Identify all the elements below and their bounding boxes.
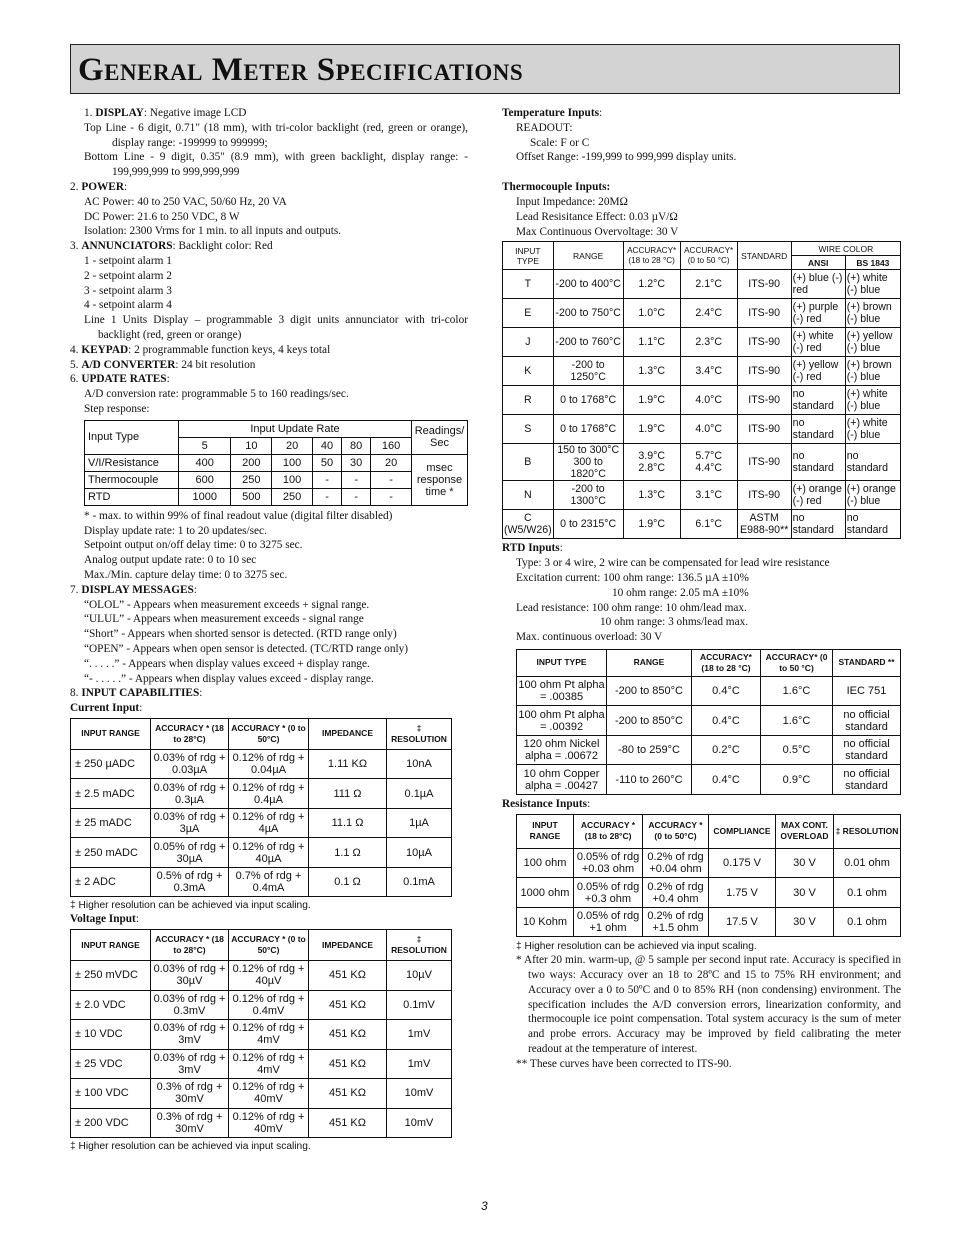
table-cell: (+) blue (-) red: [791, 270, 845, 299]
table-cell: 30 V: [776, 848, 834, 878]
table-cell: B: [503, 444, 554, 481]
table-cell: -: [342, 488, 371, 505]
table-cell: ASTM E988-90**: [737, 510, 791, 539]
table-cell: -: [312, 471, 341, 488]
table-cell: no standard: [791, 444, 845, 481]
table-cell: 1.3°C: [623, 481, 680, 510]
table-cell: 0.4°C: [692, 706, 761, 736]
accuracy-note: * After 20 min. warm-up, @ 5 sample per second input rate. Accuracy is specified in two ways: Accuracy over an 18 to 28ºC and 15 to 75% RH environment; and Accuracy over a 0 to 50ºC and 0 to 85% RH (non condensing) environment. The specification includes the A/D conversion errors, linearization conformity, and thermocouple ice point compensation. Total system accuracy is the sum of meter and probe errors. Accuracy may be improved by field calibrating the meter readout at the temperature of interest.: [516, 954, 901, 1056]
table-header: ACCURACY* (18 to 28 °C): [692, 649, 761, 676]
spec-text: Offset Range: -199,999 to 999,999 display units.: [516, 151, 737, 164]
table-cell: 451 KΩ: [309, 990, 387, 1020]
table-cell: 0.2% of rdg +0.4 ohm: [643, 878, 709, 908]
table-cell: 0.05% of rdg + 30µA: [151, 838, 229, 868]
spec-text: “Short” - Appears when shorted sensor is detected. (RTD range only): [84, 628, 397, 641]
table-header: INPUT TYPE: [503, 242, 554, 270]
table-header: ACCURACY * (0 to 50°C): [643, 814, 709, 848]
table-cell: 250: [231, 471, 272, 488]
table-cell: K: [503, 357, 554, 386]
table-cell: 0.1µA: [387, 779, 452, 809]
table-cell: ± 250 mADC: [71, 838, 151, 868]
table-header: ‡ RESOLUTION: [387, 718, 452, 749]
table-cell: no standard: [791, 415, 845, 444]
table-cell: 4.0°C: [680, 386, 737, 415]
voltage-input-table: [70, 929, 452, 1138]
table-cell: N: [503, 481, 554, 510]
table-header: ACCURACY * (0 to 50°C): [229, 930, 309, 961]
table-cell: -200 to 1300°C: [553, 481, 623, 510]
table-cell: J: [503, 328, 554, 357]
table-cell: -80 to 259°C: [607, 735, 692, 765]
table-cell: no standard: [845, 444, 900, 481]
table-cell: (+) purple (-) red: [791, 299, 845, 328]
spec-text: Display update rate: 1 to 20 updates/sec.: [84, 524, 267, 537]
table-cell: 0.1 ohm: [834, 907, 901, 937]
table-cell: 0.4°C: [692, 765, 761, 795]
spec-adc: 5. A/D CONVERTER: 24 bit resolution: [70, 358, 256, 371]
table-cell: 0 to 1768°C: [553, 415, 623, 444]
table-cell: S: [503, 415, 554, 444]
table-header: IMPEDANCE: [309, 930, 387, 961]
table-cell: 0.12% of rdg + 40mV: [229, 1108, 309, 1138]
resistance-table: [516, 814, 901, 938]
table-cell: 0.3% of rdg + 30mV: [151, 1108, 229, 1138]
table-cell: 2.4°C: [680, 299, 737, 328]
table-header: WIRE COLOR: [791, 242, 900, 256]
table-cell: 0.05% of rdg +0.03 ohm: [574, 848, 643, 878]
thermocouple-table: [502, 241, 901, 539]
spec-power: 2. POWER:: [70, 180, 128, 193]
table-cell: 50: [312, 454, 341, 471]
spec-text: “- . . . . .” - Appears when display values exceed - display range.: [84, 672, 374, 685]
table-header: 40: [312, 437, 341, 454]
spec-text: AC Power: 40 to 250 VAC, 50/60 Hz, 20 VA: [84, 195, 287, 208]
table-cell: -: [342, 471, 371, 488]
spec-text: 2 - setpoint alarm 2: [84, 269, 172, 282]
spec-text: 4 - setpoint alarm 4: [84, 299, 172, 312]
table-cell: 1.9°C: [623, 415, 680, 444]
table-header: ACCURACY * (18 to 28°C): [574, 814, 643, 848]
table-cell: 400: [179, 454, 231, 471]
temperature-inputs-label: Temperature Inputs:: [502, 107, 603, 119]
spec-text: A/D conversion rate: programmable 5 to 160 readings/sec.: [84, 388, 349, 401]
table-cell: T: [503, 270, 554, 299]
table-cell: 0.03% of rdg + 0.3mV: [151, 990, 229, 1020]
table-cell: 250: [272, 488, 313, 505]
footnote: ‡ Higher resolution can be achieved via input scaling.: [70, 900, 311, 912]
update-rate-table: [84, 420, 468, 506]
table-cell: IEC 751: [833, 676, 901, 706]
table-header: RANGE: [553, 242, 623, 270]
table-cell: 0.175 V: [709, 848, 776, 878]
table-cell: 0.12% of rdg + 40µA: [229, 838, 309, 868]
table-cell: 0.3% of rdg + 30mV: [151, 1079, 229, 1109]
spec-text: 10 ohm range: 3 ohms/lead max.: [600, 616, 749, 629]
table-cell: ± 100 VDC: [71, 1079, 151, 1109]
table-cell: 1000: [179, 488, 231, 505]
table-cell: 1.75 V: [709, 878, 776, 908]
spec-text: 3 - setpoint alarm 3: [84, 284, 172, 297]
current-input-label: Current Input:: [70, 702, 143, 715]
table-cell: 0.5% of rdg + 0.3mA: [151, 867, 229, 897]
table-cell: msec response time *: [412, 454, 468, 505]
table-cell: 3.4°C: [680, 357, 737, 386]
table-cell: -200 to 1250°C: [553, 357, 623, 386]
table-cell: 150 to 300°C 300 to 1820°C: [553, 444, 623, 481]
spec-text: “ULUL” - Appears when measurement exceeds - signal range: [84, 613, 364, 626]
table-cell: 0.1 Ω: [309, 867, 387, 897]
table-cell: 1.11 KΩ: [309, 749, 387, 779]
table-cell: (+) yellow (-) red: [791, 357, 845, 386]
table-header: RANGE: [607, 649, 692, 676]
table-header: INPUT TYPE: [517, 649, 607, 676]
table-cell: 10nA: [387, 749, 452, 779]
table-cell: 0.12% of rdg + 0.04µA: [229, 749, 309, 779]
table-cell: 2.3°C: [680, 328, 737, 357]
table-cell: ITS-90: [737, 328, 791, 357]
footnote: ‡ Higher resolution can be achieved via input scaling.: [70, 1141, 311, 1153]
table-header: Readings/ Sec: [412, 420, 468, 454]
spec-text: Step response:: [84, 402, 150, 415]
table-cell: Thermocouple: [85, 471, 179, 488]
table-cell: 6.1°C: [680, 510, 737, 539]
table-cell: 111 Ω: [309, 779, 387, 809]
table-cell: 1.6°C: [761, 676, 833, 706]
spec-text: Input Impedance: 20MΩ: [516, 195, 628, 208]
table-header: Input Type: [85, 420, 179, 454]
table-cell: 2.1°C: [680, 270, 737, 299]
table-cell: 120 ohm Nickel alpha = .00672: [517, 735, 607, 765]
table-cell: 0.7% of rdg + 0.4mA: [229, 867, 309, 897]
table-cell: 30 V: [776, 878, 834, 908]
spec-text: Lead Resisitance Effect: 0.03 µV/Ω: [516, 210, 678, 223]
spec-text: Analog output update rate: 0 to 10 sec: [84, 554, 257, 567]
table-cell: 0.12% of rdg + 0.4mV: [229, 990, 309, 1020]
table-cell: (+) brown (-) blue: [845, 357, 900, 386]
table-cell: 100 ohm Pt alpha = .00392: [517, 706, 607, 736]
footnote: ‡ Higher resolution can be achieved via input scaling.: [516, 941, 757, 953]
table-cell: E: [503, 299, 554, 328]
table-header: BS 1843: [845, 256, 900, 270]
rtd-inputs-label: RTD Inputs:: [502, 542, 563, 555]
table-cell: 5.7°C 4.4°C: [680, 444, 737, 481]
table-cell: ITS-90: [737, 357, 791, 386]
right-column: [502, 106, 901, 1072]
table-cell: 0.1mV: [387, 990, 452, 1020]
table-cell: no standard: [791, 510, 845, 539]
table-cell: R: [503, 386, 554, 415]
table-header: 80: [342, 437, 371, 454]
table-cell: 0 to 1768°C: [553, 386, 623, 415]
table-cell: ± 250 mVDC: [71, 961, 151, 991]
table-header: MAX CONT. OVERLOAD: [776, 814, 834, 848]
table-cell: ITS-90: [737, 481, 791, 510]
spec-annunciators: 3. ANNUNCIATORS: Backlight color: Red: [70, 240, 273, 253]
table-header: ‡ RESOLUTION: [834, 814, 901, 848]
table-cell: 20: [371, 454, 412, 471]
table-cell: -200 to 850°C: [607, 676, 692, 706]
spec-text: Max. continuous overload: 30 V: [516, 631, 663, 644]
table-header: Input Update Rate: [179, 420, 412, 437]
table-cell: 1.6°C: [761, 706, 833, 736]
spec-text: * - max. to within 99% of final readout value (digital filter disabled): [84, 509, 393, 522]
table-header: 20: [272, 437, 313, 454]
current-input-table: [70, 718, 452, 898]
table-header: 10: [231, 437, 272, 454]
table-cell: 1µA: [387, 808, 452, 838]
table-cell: 0.12% of rdg + 4µA: [229, 808, 309, 838]
table-cell: -200 to 850°C: [607, 706, 692, 736]
table-cell: 0.03% of rdg + 0.03µA: [151, 749, 229, 779]
table-cell: 0.05% of rdg +0.3 ohm: [574, 878, 643, 908]
table-cell: no standard: [845, 510, 900, 539]
table-cell: 0.2% of rdg +0.04 ohm: [643, 848, 709, 878]
table-cell: 0 to 2315°C: [553, 510, 623, 539]
table-cell: 3.9°C 2.8°C: [623, 444, 680, 481]
spec-messages: 7. DISPLAY MESSAGES:: [70, 583, 197, 596]
table-cell: 0.03% of rdg + 30µV: [151, 961, 229, 991]
table-header: ACCURACY * (0 to 50°C): [229, 718, 309, 749]
table-cell: 30: [342, 454, 371, 471]
page-number: 3: [481, 1199, 488, 1213]
table-cell: 10µV: [387, 961, 452, 991]
table-cell: no standard: [791, 386, 845, 415]
table-cell: (+) white (-) blue: [845, 270, 900, 299]
spec-text: “OPEN” - Appears when open sensor is detected. (TC/RTD range only): [84, 642, 409, 655]
table-cell: 1mV: [387, 1049, 452, 1079]
table-cell: ± 250 µADC: [71, 749, 151, 779]
table-cell: 1.9°C: [623, 386, 680, 415]
table-header: ACCURACY * (18 to 28°C): [151, 718, 229, 749]
spec-text: Isolation: 2300 Vrms for 1 min. to all inputs and outputs.: [84, 225, 342, 238]
table-cell: 100 ohm Pt alpha = .00385: [517, 676, 607, 706]
table-cell: 0.9°C: [761, 765, 833, 795]
table-cell: 0.12% of rdg + 40µV: [229, 961, 309, 991]
spec-display: 1. DISPLAY: Negative image LCD: [84, 107, 247, 119]
table-cell: 0.03% of rdg + 3mV: [151, 1020, 229, 1050]
spec-inputs: 8. INPUT CAPABILITIES:: [70, 687, 203, 700]
table-cell: 451 KΩ: [309, 1049, 387, 1079]
table-header: ANSI: [791, 256, 845, 270]
table-header: STANDARD **: [833, 649, 901, 676]
table-header: ACCURACY* (0 to 50 °C): [680, 242, 737, 270]
table-header: INPUT RANGE: [71, 718, 151, 749]
table-header: IMPEDANCE: [309, 718, 387, 749]
table-cell: (+) white (-) blue: [845, 415, 900, 444]
table-header: STANDARD: [737, 242, 791, 270]
spec-text: “OLOL” - Appears when measurement exceeds + signal range.: [84, 598, 370, 611]
table-cell: 451 KΩ: [309, 1079, 387, 1109]
table-cell: 4.0°C: [680, 415, 737, 444]
table-cell: 10µA: [387, 838, 452, 868]
table-cell: 1.1 Ω: [309, 838, 387, 868]
spec-text: Max./Min. capture delay time: 0 to 3275 sec.: [84, 568, 288, 581]
table-header: 160: [371, 437, 412, 454]
table-cell: 0.1mA: [387, 867, 452, 897]
table-cell: 600: [179, 471, 231, 488]
table-cell: 100 ohm: [517, 848, 574, 878]
spec-text: Top Line - 6 digit, 0.71" (18 mm), with tri-color backlight (red, green or orange), display range: -199999 to 999999;: [84, 121, 468, 149]
title-banner: [70, 44, 900, 94]
table-cell: 10mV: [387, 1108, 452, 1138]
table-cell: 1000 ohm: [517, 878, 574, 908]
table-header: ACCURACY * (18 to 28°C): [151, 930, 229, 961]
spec-text: DC Power: 21.6 to 250 VDC, 8 W: [84, 210, 240, 223]
spec-update: 6. UPDATE RATES:: [70, 373, 170, 386]
table-cell: C (W5/W26): [503, 510, 554, 539]
table-cell: 1.2°C: [623, 270, 680, 299]
table-cell: 0.12% of rdg + 4mV: [229, 1049, 309, 1079]
table-cell: 0.4°C: [692, 676, 761, 706]
table-cell: 10 ohm Copper alpha = .00427: [517, 765, 607, 795]
table-cell: ITS-90: [737, 415, 791, 444]
table-cell: ± 2 ADC: [71, 867, 151, 897]
table-cell: -200 to 750°C: [553, 299, 623, 328]
spec-text: Max Continuous Overvoltage: 30 V: [516, 225, 679, 238]
table-cell: 0.03% of rdg + 3mV: [151, 1049, 229, 1079]
table-cell: 451 KΩ: [309, 1108, 387, 1138]
table-cell: ± 2.0 VDC: [71, 990, 151, 1020]
left-column: [70, 106, 468, 1153]
table-cell: 10 Kohm: [517, 907, 574, 937]
table-cell: no official standard: [833, 706, 901, 736]
table-cell: (+) white (-) red: [791, 328, 845, 357]
its90-note: ** These curves have been corrected to ITS-90.: [516, 1057, 732, 1070]
table-cell: 0.03% of rdg + 3µA: [151, 808, 229, 838]
table-cell: (+) orange (-) blue: [845, 481, 900, 510]
table-cell: ITS-90: [737, 386, 791, 415]
table-header: ‡ RESOLUTION: [387, 930, 452, 961]
table-cell: 3.1°C: [680, 481, 737, 510]
table-cell: 0.5°C: [761, 735, 833, 765]
table-cell: 0.03% of rdg + 0.3µA: [151, 779, 229, 809]
table-cell: ± 10 VDC: [71, 1020, 151, 1050]
page-title: General Meter Specifications: [78, 52, 524, 88]
table-cell: ITS-90: [737, 444, 791, 481]
table-cell: (+) white (-) blue: [845, 386, 900, 415]
table-cell: (+) orange (-) red: [791, 481, 845, 510]
spec-text: Type: 3 or 4 wire, 2 wire can be compensated for lead wire resistance: [516, 557, 830, 570]
table-cell: ± 2.5 mADC: [71, 779, 151, 809]
spec-text: “. . . . .” - Appears when display values exceed + display range.: [84, 657, 370, 670]
table-header: 5: [179, 437, 231, 454]
table-header: INPUT RANGE: [71, 930, 151, 961]
thermocouple-inputs-label: Thermocouple Inputs:: [502, 181, 611, 194]
table-cell: 0.12% of rdg + 40mV: [229, 1079, 309, 1109]
spec-text: Lead resistance: 100 ohm range: 10 ohm/lead max.: [516, 601, 747, 614]
spec-text: Setpoint output on/off delay time: 0 to 3275 sec.: [84, 539, 303, 552]
table-cell: 0.01 ohm: [834, 848, 901, 878]
spec-text: Excitation current: 100 ohm range: 136.5 µA ±10%: [516, 571, 749, 584]
table-cell: 0.2% of rdg +1.5 ohm: [643, 907, 709, 937]
table-cell: 500: [231, 488, 272, 505]
table-cell: 1mV: [387, 1020, 452, 1050]
table-cell: -200 to 760°C: [553, 328, 623, 357]
table-cell: 1.3°C: [623, 357, 680, 386]
rtd-table: [516, 649, 901, 795]
spec-text: Bottom Line - 9 digit, 0.35" (8.9 mm), with green backlight, display range: - 199,999,999 to 999,999,999: [84, 151, 468, 179]
table-cell: 0.1 ohm: [834, 878, 901, 908]
table-header: COMPLIANCE: [709, 814, 776, 848]
spec-keypad: 4. KEYPAD: 2 programmable function keys, 4 keys total: [70, 343, 331, 356]
table-cell: ± 200 VDC: [71, 1108, 151, 1138]
table-cell: V/I/Resistance: [85, 454, 179, 471]
table-cell: ITS-90: [737, 270, 791, 299]
table-cell: -: [371, 471, 412, 488]
spec-text: 1 - setpoint alarm 1: [84, 254, 172, 267]
table-cell: (+) brown (-) blue: [845, 299, 900, 328]
spec-text: READOUT:: [516, 121, 573, 134]
table-cell: 30 V: [776, 907, 834, 937]
spec-text: 10 ohm range: 2.05 mA ±10%: [612, 586, 749, 599]
table-cell: ITS-90: [737, 299, 791, 328]
table-cell: -: [312, 488, 341, 505]
table-cell: no official standard: [833, 765, 901, 795]
table-cell: 1.1°C: [623, 328, 680, 357]
table-cell: 200: [231, 454, 272, 471]
table-cell: -110 to 260°C: [607, 765, 692, 795]
table-cell: 0.12% of rdg + 4mV: [229, 1020, 309, 1050]
table-cell: 100: [272, 471, 313, 488]
table-cell: 1.0°C: [623, 299, 680, 328]
table-cell: -200 to 400°C: [553, 270, 623, 299]
table-cell: ± 25 mADC: [71, 808, 151, 838]
spec-text: Scale: F or C: [530, 136, 590, 149]
table-cell: 451 KΩ: [309, 1020, 387, 1050]
voltage-input-label: Voltage Input:: [70, 913, 139, 926]
table-cell: (+) yellow (-) blue: [845, 328, 900, 357]
table-cell: 451 KΩ: [309, 961, 387, 991]
spec-text: Line 1 Units Display – programmable 3 digit units annunciator with tri-color backlight (red, green or orange): [84, 314, 468, 341]
table-cell: 17.5 V: [709, 907, 776, 937]
table-header: INPUT RANGE: [517, 814, 574, 848]
table-cell: 100: [272, 454, 313, 471]
table-cell: RTD: [85, 488, 179, 505]
table-cell: no official standard: [833, 735, 901, 765]
table-header: ACCURACY* (18 to 28 °C): [623, 242, 680, 270]
resistance-inputs-label: Resistance Inputs:: [502, 797, 591, 810]
table-cell: 1.9°C: [623, 510, 680, 539]
table-cell: 0.12% of rdg + 0.4µA: [229, 779, 309, 809]
table-cell: 0.2°C: [692, 735, 761, 765]
table-header: ACCURACY* (0 to 50 °C): [761, 649, 833, 676]
table-cell: 10mV: [387, 1079, 452, 1109]
table-cell: 11.1 Ω: [309, 808, 387, 838]
table-cell: ± 25 VDC: [71, 1049, 151, 1079]
table-cell: -: [371, 488, 412, 505]
table-cell: 0.05% of rdg +1 ohm: [574, 907, 643, 937]
